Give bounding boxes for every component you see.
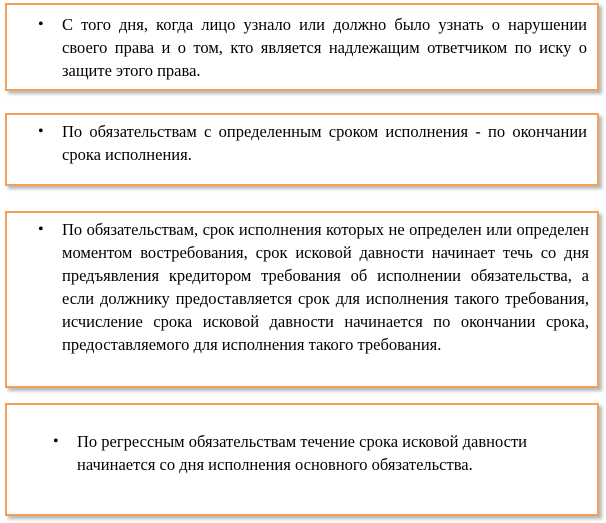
text-box-3 [5,211,599,388]
bullet-icon: • [38,221,44,238]
bullet-text-4: По регрессным обязательствам течение срока исковой давности начинается со дня исполнения основного обязательства. [77,432,527,474]
text-box-4 [5,403,599,516]
text-box-1 [5,3,599,91]
list-item-start-of-limitation [38,13,587,82]
bullet-text-1: С того дня, когда лицо узнало или должно было узнать о нарушении своего права и о том, кто является надлежащим ответчиком по иску о защите этого права. [62,15,587,80]
bullet-icon: • [38,123,44,140]
bullet-icon: • [38,16,44,33]
list-item-undefined-term-obligations [38,218,589,356]
text-box-2 [5,113,599,186]
list-item-regress-obligations [53,430,577,476]
bullet-text-3: По обязательствам, срок исполнения которых не определен или определен моментом востребования, срок исковой давности начинает течь со дня предъявления кредитором требования об исполнении обязательства, а если должнику предоставляется срок для исполнения такого требования, исчисление срока исковой давности начинается по окончании срока, предоставляемого для исполнения такого требования. [62,220,589,354]
bullet-icon: • [53,433,59,450]
list-item-fixed-term-obligations [38,120,587,166]
bullet-text-2: По обязательствам с определенным сроком исполнения - по окончании срока исполнения. [62,122,587,164]
